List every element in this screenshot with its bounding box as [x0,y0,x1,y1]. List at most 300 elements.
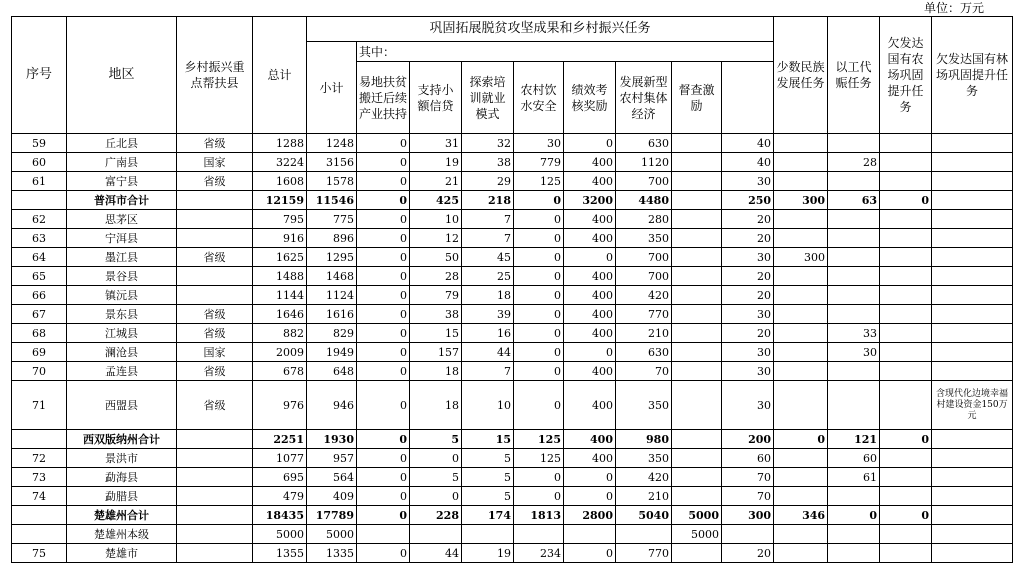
cell-water: 0 [514,267,564,286]
cell-relocation: 0 [357,229,410,248]
cell-total: 1488 [253,267,307,286]
cell-work-relief [774,305,828,324]
cell-minority: 20 [722,544,774,563]
cell-work-relief [774,544,828,563]
cell-microcredit: 0 [410,449,462,468]
cell-training: 16 [462,324,514,343]
cell-remark [932,153,1013,172]
cell-training: 7 [462,210,514,229]
cell-relocation: 0 [357,248,410,267]
cell-performance: 400 [564,172,616,191]
cell-farm [828,286,880,305]
cell-minority [722,525,774,544]
cell-level [177,210,253,229]
cell-remark [932,525,1013,544]
cell-microcredit: 12 [410,229,462,248]
cell-minority: 250 [722,191,774,210]
cell-remark [932,468,1013,487]
cell-level [177,449,253,468]
cell-collective: 700 [616,267,672,286]
cell-forest [880,362,932,381]
cell-training: 19 [462,544,514,563]
cell-region: 西盟县 [67,381,177,430]
cell-water: 125 [514,430,564,449]
header-farm: 欠发达国有农场巩固提升任务 [880,17,932,134]
cell-relocation: 0 [357,430,410,449]
cell-relocation: 0 [357,381,410,430]
cell-minority: 40 [722,153,774,172]
cell-farm [828,267,880,286]
cell-inspection [672,449,722,468]
cell-microcredit: 5 [410,430,462,449]
cell-water: 0 [514,248,564,267]
cell-level [177,267,253,286]
cell-remark [932,267,1013,286]
cell-seq: 64 [12,248,67,267]
cell-region: 孟连县 [67,362,177,381]
cell-subtotal: 17789 [307,506,357,525]
cell-collective: 1120 [616,153,672,172]
cell-seq: 70 [12,362,67,381]
unit-label: 单位：万元 [923,1,984,15]
table-row [12,449,1013,468]
cell-relocation: 0 [357,343,410,362]
cell-microcredit: 18 [410,381,462,430]
cell-forest [880,134,932,153]
cell-level [177,430,253,449]
cell-farm: 0 [828,506,880,525]
cell-microcredit: 28 [410,267,462,286]
cell-farm [828,362,880,381]
table-row [12,229,1013,248]
cell-subtotal: 409 [307,487,357,506]
cell-performance: 400 [564,210,616,229]
cell-forest [880,449,932,468]
cell-training: 39 [462,305,514,324]
cell-microcredit: 5 [410,468,462,487]
cell-farm [828,305,880,324]
cell-collective: 350 [616,381,672,430]
cell-performance: 0 [564,487,616,506]
cell-total: 479 [253,487,307,506]
cell-minority: 70 [722,487,774,506]
cell-inspection [672,267,722,286]
cell-inspection [672,487,722,506]
cell-forest [880,324,932,343]
table-row [12,343,1013,362]
cell-region: 丘北县 [67,134,177,153]
cell-collective: 770 [616,544,672,563]
cell-level: 省级 [177,172,253,191]
cell-work-relief [774,324,828,343]
cell-training: 44 [462,343,514,362]
cell-collective: 420 [616,468,672,487]
cell-performance: 400 [564,286,616,305]
cell-work-relief [774,134,828,153]
cell-relocation: 0 [357,191,410,210]
cell-water: 234 [514,544,564,563]
cell-work-relief [774,267,828,286]
table-row [12,286,1013,305]
cell-water: 0 [514,487,564,506]
cell-seq: 60 [12,153,67,172]
cell-total: 1608 [253,172,307,191]
cell-total: 2251 [253,430,307,449]
cell-region: 楚雄州本级 [67,525,177,544]
cell-microcredit: 157 [410,343,462,362]
table-row [12,134,1013,153]
cell-remark [932,191,1013,210]
cell-remark [932,324,1013,343]
cell-remark: 含现代化边境幸福村建设资金150万元 [932,381,1013,430]
cell-performance: 0 [564,134,616,153]
cell-forest [880,229,932,248]
table-row [12,381,1013,430]
cell-performance: 0 [564,468,616,487]
cell-farm [828,172,880,191]
cell-work-relief [774,362,828,381]
cell-total: 678 [253,362,307,381]
cell-relocation: 0 [357,324,410,343]
header-seq: 序号 [12,17,67,134]
cell-level: 省级 [177,134,253,153]
header-minority: 少数民族发展任务 [774,17,828,134]
cell-subtotal: 648 [307,362,357,381]
cell-minority: 20 [722,324,774,343]
cell-training: 5 [462,487,514,506]
cell-water: 0 [514,362,564,381]
cell-collective: 210 [616,324,672,343]
cell-seq: 68 [12,324,67,343]
cell-work-relief [774,487,828,506]
cell-training: 5 [462,468,514,487]
cell-level: 省级 [177,248,253,267]
cell-relocation: 0 [357,362,410,381]
cell-performance: 400 [564,305,616,324]
cell-total: 1077 [253,449,307,468]
cell-inspection [672,430,722,449]
cell-seq: 74 [12,487,67,506]
cell-inspection [672,305,722,324]
cell-collective: 280 [616,210,672,229]
cell-relocation: 0 [357,506,410,525]
cell-collective: 5040 [616,506,672,525]
cell-forest [880,248,932,267]
cell-collective: 350 [616,449,672,468]
cell-forest [880,525,932,544]
header-region: 地区 [67,17,177,134]
cell-level: 国家 [177,153,253,172]
cell-work-relief [774,449,828,468]
cell-subtotal: 896 [307,229,357,248]
cell-water: 1813 [514,506,564,525]
cell-microcredit: 38 [410,305,462,324]
table-row-subtotal [12,191,1013,210]
header-of-which: 其中： [357,42,774,62]
cell-level [177,191,253,210]
cell-work-relief [774,343,828,362]
cell-remark [932,449,1013,468]
header-work-relief: 以工代赈任务 [828,17,880,134]
cell-region: 广南县 [67,153,177,172]
cell-performance: 400 [564,229,616,248]
cell-relocation: 0 [357,172,410,191]
cell-minority: 30 [722,305,774,324]
cell-farm [828,487,880,506]
header-group: 巩固拓展脱贫攻坚成果和乡村振兴任务 [307,17,774,42]
cell-minority: 70 [722,468,774,487]
cell-total: 795 [253,210,307,229]
table-row [12,267,1013,286]
cell-minority: 200 [722,430,774,449]
cell-minority: 30 [722,362,774,381]
header-training: 探索培训就业模式 [462,62,514,134]
cell-level [177,487,253,506]
cell-inspection [672,153,722,172]
cell-training: 45 [462,248,514,267]
cell-training: 7 [462,362,514,381]
cell-water: 0 [514,381,564,430]
cell-performance [564,525,616,544]
cell-minority: 20 [722,267,774,286]
cell-region: 景东县 [67,305,177,324]
cell-level [177,506,253,525]
cell-performance: 0 [564,544,616,563]
cell-collective: 630 [616,134,672,153]
cell-minority: 20 [722,286,774,305]
cell-water: 0 [514,229,564,248]
cell-collective: 700 [616,248,672,267]
cell-performance: 400 [564,362,616,381]
cell-performance: 3200 [564,191,616,210]
cell-region: 思茅区 [67,210,177,229]
cell-training: 174 [462,506,514,525]
cell-work-relief [774,153,828,172]
cell-water: 0 [514,210,564,229]
cell-inspection: 5000 [672,525,722,544]
cell-water: 0 [514,324,564,343]
cell-farm [828,381,880,430]
cell-subtotal: 5000 [307,525,357,544]
cell-total: 882 [253,324,307,343]
cell-farm [828,248,880,267]
cell-minority: 20 [722,229,774,248]
table-row [12,210,1013,229]
table-row-subtotal [12,430,1013,449]
cell-relocation: 0 [357,134,410,153]
cell-relocation: 0 [357,305,410,324]
cell-seq: 73 [12,468,67,487]
header-relocation: 易地扶贫搬迁后续产业扶持 [357,62,410,134]
cell-microcredit: 21 [410,172,462,191]
cell-microcredit: 15 [410,324,462,343]
cell-subtotal: 1124 [307,286,357,305]
cell-forest [880,172,932,191]
cell-microcredit: 10 [410,210,462,229]
cell-subtotal: 957 [307,449,357,468]
cell-performance: 400 [564,430,616,449]
cell-minority: 40 [722,134,774,153]
cell-collective: 210 [616,487,672,506]
cell-total: 695 [253,468,307,487]
funding-table [11,16,1013,563]
cell-training: 5 [462,449,514,468]
cell-water: 0 [514,191,564,210]
cell-work-relief [774,172,828,191]
cell-remark [932,430,1013,449]
cell-training: 32 [462,134,514,153]
cell-relocation: 0 [357,544,410,563]
cell-forest [880,343,932,362]
cell-subtotal: 11546 [307,191,357,210]
cell-seq: 75 [12,544,67,563]
cell-seq: 59 [12,134,67,153]
cell-region: 富宁县 [67,172,177,191]
cell-total: 2009 [253,343,307,362]
header-microcredit: 支持小额信贷 [410,62,462,134]
cell-inspection [672,210,722,229]
cell-inspection [672,134,722,153]
cell-remark [932,305,1013,324]
cell-farm: 30 [828,343,880,362]
cell-farm [828,210,880,229]
cell-farm [828,525,880,544]
cell-level [177,286,253,305]
cell-collective: 700 [616,172,672,191]
cell-region: 镇沅县 [67,286,177,305]
cell-inspection [672,286,722,305]
cell-microcredit: 44 [410,544,462,563]
cell-forest [880,305,932,324]
cell-inspection [672,172,722,191]
cell-region: 勐海县 [67,468,177,487]
cell-microcredit [410,525,462,544]
cell-remark [932,286,1013,305]
cell-subtotal: 946 [307,381,357,430]
cell-water: 779 [514,153,564,172]
cell-subtotal: 1949 [307,343,357,362]
cell-water: 0 [514,305,564,324]
cell-work-relief: 0 [774,430,828,449]
cell-subtotal: 1930 [307,430,357,449]
cell-seq: 69 [12,343,67,362]
cell-minority: 300 [722,506,774,525]
cell-subtotal: 564 [307,468,357,487]
cell-work-relief [774,468,828,487]
cell-water: 125 [514,172,564,191]
header-subtotal: 小计 [307,42,357,134]
cell-region: 普洱市合计 [67,191,177,210]
cell-total: 3224 [253,153,307,172]
cell-total: 1288 [253,134,307,153]
table-row [12,248,1013,267]
cell-forest [880,153,932,172]
cell-inspection [672,362,722,381]
cell-microcredit: 50 [410,248,462,267]
cell-training: 15 [462,430,514,449]
cell-total: 18435 [253,506,307,525]
cell-total: 1646 [253,305,307,324]
cell-seq: 62 [12,210,67,229]
cell-relocation: 0 [357,153,410,172]
cell-subtotal: 1468 [307,267,357,286]
table-body [12,134,1013,563]
cell-relocation: 0 [357,449,410,468]
cell-subtotal: 829 [307,324,357,343]
cell-forest [880,381,932,430]
cell-remark [932,134,1013,153]
cell-relocation: 0 [357,267,410,286]
cell-subtotal: 775 [307,210,357,229]
table-header [12,17,1013,134]
cell-seq [12,191,67,210]
cell-minority: 60 [722,449,774,468]
cell-remark [932,362,1013,381]
cell-relocation: 0 [357,487,410,506]
cell-level [177,468,253,487]
cell-microcredit: 19 [410,153,462,172]
cell-total: 5000 [253,525,307,544]
cell-region: 墨江县 [67,248,177,267]
cell-water: 125 [514,449,564,468]
cell-level [177,544,253,563]
cell-forest: 0 [880,506,932,525]
cell-minority: 30 [722,172,774,191]
cell-remark [932,210,1013,229]
header-forest: 欠发达国有林场巩固提升任务 [932,17,1013,134]
cell-performance: 400 [564,153,616,172]
cell-forest [880,267,932,286]
cell-inspection [672,468,722,487]
cell-water: 0 [514,468,564,487]
cell-seq: 67 [12,305,67,324]
cell-collective: 4480 [616,191,672,210]
cell-region: 勐腊县 [67,487,177,506]
cell-inspection [672,544,722,563]
cell-microcredit: 228 [410,506,462,525]
header-inspection: 督查激励 [672,62,722,134]
cell-region: 楚雄州合计 [67,506,177,525]
cell-minority: 30 [722,381,774,430]
cell-farm [828,134,880,153]
cell-minority: 20 [722,210,774,229]
cell-remark [932,343,1013,362]
cell-water [514,525,564,544]
cell-work-relief [774,286,828,305]
header-water: 农村饮水安全 [514,62,564,134]
cell-relocation: 0 [357,468,410,487]
cell-total: 916 [253,229,307,248]
cell-collective: 420 [616,286,672,305]
cell-relocation [357,525,410,544]
cell-region: 宁洱县 [67,229,177,248]
cell-level [177,525,253,544]
cell-region: 景谷县 [67,267,177,286]
cell-seq [12,506,67,525]
cell-microcredit: 79 [410,286,462,305]
cell-forest [880,544,932,563]
cell-remark [932,487,1013,506]
cell-remark [932,172,1013,191]
cell-forest [880,210,932,229]
cell-training [462,525,514,544]
cell-subtotal: 1616 [307,305,357,324]
cell-relocation: 0 [357,286,410,305]
cell-remark [932,506,1013,525]
cell-work-relief [774,210,828,229]
cell-seq: 65 [12,267,67,286]
table-row [12,525,1013,544]
